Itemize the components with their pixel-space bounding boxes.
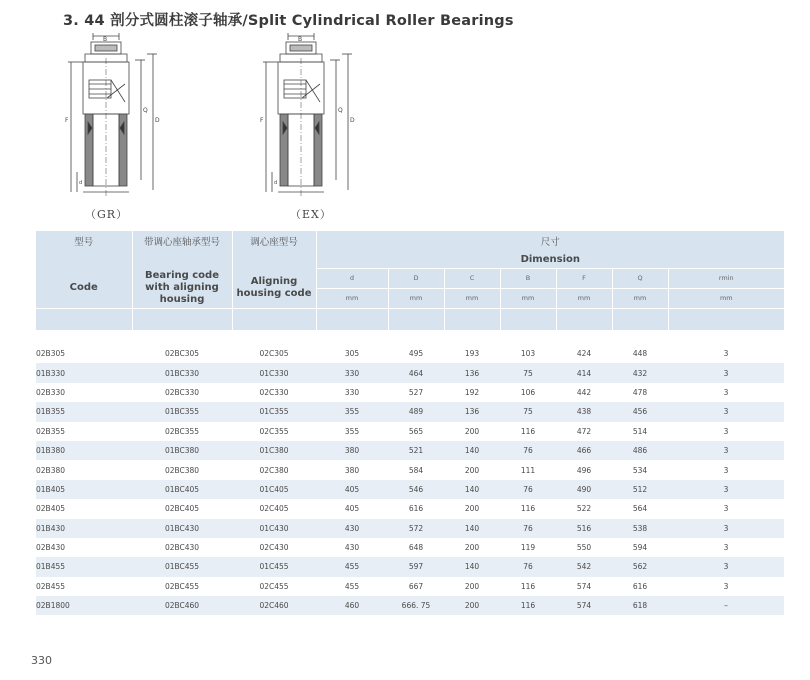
table-cell: 140: [444, 441, 500, 460]
page-title: 3. 44 剖分式圆柱滚子轴承/Split Cylindrical Roller Bearings: [63, 13, 514, 29]
table-row: [36, 480, 784, 499]
table-cell: 414: [556, 363, 612, 382]
table-cell: 496: [556, 460, 612, 479]
table-cell: 564: [612, 499, 668, 518]
table-cell: 3: [668, 441, 784, 460]
table-cell: 02B355: [36, 422, 132, 441]
table-cell: 02BC305: [132, 344, 232, 363]
table-cell: 330: [316, 363, 388, 382]
table-cell: 76: [500, 480, 556, 499]
table-cell: 02B405: [36, 499, 132, 518]
table-cell: 3: [668, 577, 784, 596]
table-row: [36, 557, 784, 576]
table-row: [36, 538, 784, 557]
header-dimension-en: Dimension: [316, 251, 784, 268]
header-symbol: B: [500, 268, 556, 288]
table-cell: 116: [500, 596, 556, 615]
table-row: [36, 596, 784, 615]
table-cell: 522: [556, 499, 612, 518]
bearing-spec-table: [36, 231, 784, 615]
dim-d-large-label: D: [350, 117, 355, 124]
table-cell: 472: [556, 422, 612, 441]
table-cell: 01BC405: [132, 480, 232, 499]
table-cell: 478: [612, 383, 668, 402]
table-cell: 01B355: [36, 402, 132, 421]
bearing-drawing-gr: [63, 32, 163, 200]
table-cell: 200: [444, 499, 500, 518]
table-cell: 02C430: [232, 538, 316, 557]
table-cell: 02B1800: [36, 596, 132, 615]
table-cell: 572: [388, 519, 444, 538]
table-cell: 02C330: [232, 383, 316, 402]
table-cell: 02BC355: [132, 422, 232, 441]
table-cell: 01B330: [36, 363, 132, 382]
table-row: [36, 441, 784, 460]
table-cell: 193: [444, 344, 500, 363]
figure-label-gr: （GR）: [85, 208, 129, 221]
header-unit: mm: [612, 288, 668, 308]
table-cell: 460: [316, 596, 388, 615]
table-cell: 76: [500, 441, 556, 460]
table-cell: 3: [668, 538, 784, 557]
table-cell: 02BC460: [132, 596, 232, 615]
table-cell: 380: [316, 460, 388, 479]
header-dimension-cn: 尺寸: [316, 231, 784, 251]
table-cell: 542: [556, 557, 612, 576]
table-row: [36, 460, 784, 479]
table-cell: 405: [316, 480, 388, 499]
header-symbol: rmin: [668, 268, 784, 288]
table-cell: 200: [444, 577, 500, 596]
table-cell: 405: [316, 499, 388, 518]
header-symbol: d: [316, 268, 388, 288]
header-housing-en: Aligning housing code: [232, 268, 316, 308]
table-cell: 667: [388, 577, 444, 596]
dim-b-label: B: [298, 36, 303, 43]
table-cell: 76: [500, 519, 556, 538]
table-cell: 618: [612, 596, 668, 615]
table-cell: 550: [556, 538, 612, 557]
table-cell: 01B455: [36, 557, 132, 576]
table-cell: 02BC430: [132, 538, 232, 557]
table-cell: 01BC455: [132, 557, 232, 576]
table-cell: 01C455: [232, 557, 316, 576]
page-number: 330: [31, 654, 52, 667]
table-cell: 3: [668, 460, 784, 479]
table-cell: 01BC330: [132, 363, 232, 382]
table-cell: 140: [444, 519, 500, 538]
table-cell: 495: [388, 344, 444, 363]
table-cell: 116: [500, 422, 556, 441]
table-cell: 546: [388, 480, 444, 499]
table-cell: 136: [444, 402, 500, 421]
table-cell: 02BC455: [132, 577, 232, 596]
table-cell: 01C330: [232, 363, 316, 382]
table-cell: 116: [500, 499, 556, 518]
header-housing-cn: 调心座型号: [232, 231, 316, 251]
table-cell: 3: [668, 402, 784, 421]
table-cell: 3: [668, 363, 784, 382]
table-cell: 574: [556, 577, 612, 596]
table-cell: 597: [388, 557, 444, 576]
table-cell: 02B380: [36, 460, 132, 479]
table-cell: 521: [388, 441, 444, 460]
header-unit: mm: [444, 288, 500, 308]
dim-f-label: F: [65, 117, 69, 124]
table-cell: 140: [444, 557, 500, 576]
table-cell: 648: [388, 538, 444, 557]
table-cell: 666. 75: [388, 596, 444, 615]
table-cell: 02C355: [232, 422, 316, 441]
table-cell: 3: [668, 383, 784, 402]
header-code-cn: 型号: [74, 237, 94, 248]
table-cell: 330: [316, 383, 388, 402]
table-cell: 116: [500, 577, 556, 596]
table-cell: 02C380: [232, 460, 316, 479]
table-row: [36, 519, 784, 538]
header-unit: mm: [388, 288, 444, 308]
table-cell: 514: [612, 422, 668, 441]
table-cell: 512: [612, 480, 668, 499]
table-cell: 3: [668, 480, 784, 499]
table-cell: 02BC330: [132, 383, 232, 402]
dim-d-label: d: [79, 180, 83, 186]
table-cell: 01B405: [36, 480, 132, 499]
dim-q-label: Q: [143, 107, 148, 114]
table-cell: 380: [316, 441, 388, 460]
table-cell: 02C405: [232, 499, 316, 518]
header-symbol: D: [388, 268, 444, 288]
table-cell: 534: [612, 460, 668, 479]
dim-f-label: F: [260, 117, 264, 124]
table-cell: 01C380: [232, 441, 316, 460]
dim-d-label: d: [274, 180, 278, 186]
table-cell: 355: [316, 402, 388, 421]
table-cell: 01B380: [36, 441, 132, 460]
table-cell: 565: [388, 422, 444, 441]
table-cell: 140: [444, 480, 500, 499]
header-unit: mm: [668, 288, 784, 308]
table-cell: 02C305: [232, 344, 316, 363]
table-cell: 200: [444, 422, 500, 441]
table-cell: 584: [388, 460, 444, 479]
table-cell: 355: [316, 422, 388, 441]
table-cell: 01C355: [232, 402, 316, 421]
table-cell: 430: [316, 538, 388, 557]
table-cell: 3: [668, 499, 784, 518]
table-cell: 562: [612, 557, 668, 576]
table-cell: 538: [612, 519, 668, 538]
dim-b-label: B: [103, 36, 108, 43]
table-cell: 02BC380: [132, 460, 232, 479]
table-cell: 442: [556, 383, 612, 402]
table-cell: 75: [500, 402, 556, 421]
header-unit: mm: [500, 288, 556, 308]
header-bearing-cn: 带调心座轴承型号: [132, 231, 232, 251]
table-cell: 486: [612, 441, 668, 460]
header-unit: mm: [316, 288, 388, 308]
table-cell: 111: [500, 460, 556, 479]
table-cell: 594: [612, 538, 668, 557]
table-cell: 02B455: [36, 577, 132, 596]
header-unit: mm: [556, 288, 612, 308]
table-cell: 3: [668, 557, 784, 576]
table-cell: 489: [388, 402, 444, 421]
table-cell: 466: [556, 441, 612, 460]
dim-d-large-label: D: [155, 117, 160, 124]
header-bearing-en: Bearing code with aligning housing: [132, 268, 232, 308]
table-row: [36, 363, 784, 382]
table-cell: 200: [444, 460, 500, 479]
table-cell: 01BC355: [132, 402, 232, 421]
table-cell: 455: [316, 577, 388, 596]
table-cell: 192: [444, 383, 500, 402]
table-cell: 490: [556, 480, 612, 499]
table-cell: 02C460: [232, 596, 316, 615]
dim-q-label: Q: [338, 107, 343, 114]
bearing-drawing-ex: [258, 32, 358, 200]
table-cell: 200: [444, 538, 500, 557]
table-cell: 119: [500, 538, 556, 557]
table-cell: 3: [668, 519, 784, 538]
table-cell: 464: [388, 363, 444, 382]
header-symbol: Q: [612, 268, 668, 288]
table-cell: 430: [316, 519, 388, 538]
table-row: [36, 499, 784, 518]
table-cell: 456: [612, 402, 668, 421]
table-cell: 3: [668, 344, 784, 363]
table-row: [36, 422, 784, 441]
table-row: [36, 383, 784, 402]
table-cell: 424: [556, 344, 612, 363]
table-cell: 01B430: [36, 519, 132, 538]
table-cell: 574: [556, 596, 612, 615]
header-code-en: Code: [69, 281, 98, 293]
table-cell: 106: [500, 383, 556, 402]
table-cell: 02C455: [232, 577, 316, 596]
table-cell: 200: [444, 596, 500, 615]
table-cell: 01BC380: [132, 441, 232, 460]
table-header: [36, 231, 784, 344]
table-body: [36, 344, 784, 615]
table-cell: 01C405: [232, 480, 316, 499]
table-cell: 516: [556, 519, 612, 538]
table-cell: 455: [316, 557, 388, 576]
table-cell: 02B430: [36, 538, 132, 557]
table-cell: 75: [500, 363, 556, 382]
table-cell: 02B305: [36, 344, 132, 363]
table-row: [36, 577, 784, 596]
table-cell: 3: [668, 422, 784, 441]
figure-label-ex: （EX）: [290, 208, 332, 221]
table-cell: 01C430: [232, 519, 316, 538]
table-cell: 136: [444, 363, 500, 382]
table-cell: 616: [612, 577, 668, 596]
table-cell: 432: [612, 363, 668, 382]
table-cell: 616: [388, 499, 444, 518]
table-cell: –: [668, 596, 784, 615]
table-cell: 527: [388, 383, 444, 402]
table-cell: 305: [316, 344, 388, 363]
table-cell: 76: [500, 557, 556, 576]
table-cell: 438: [556, 402, 612, 421]
table-cell: 02B330: [36, 383, 132, 402]
table-cell: 103: [500, 344, 556, 363]
table-cell: 448: [612, 344, 668, 363]
table-row: [36, 402, 784, 421]
table-row: [36, 344, 784, 363]
header-symbol: C: [444, 268, 500, 288]
table-cell: 01BC430: [132, 519, 232, 538]
header-symbol: F: [556, 268, 612, 288]
table-cell: 02BC405: [132, 499, 232, 518]
